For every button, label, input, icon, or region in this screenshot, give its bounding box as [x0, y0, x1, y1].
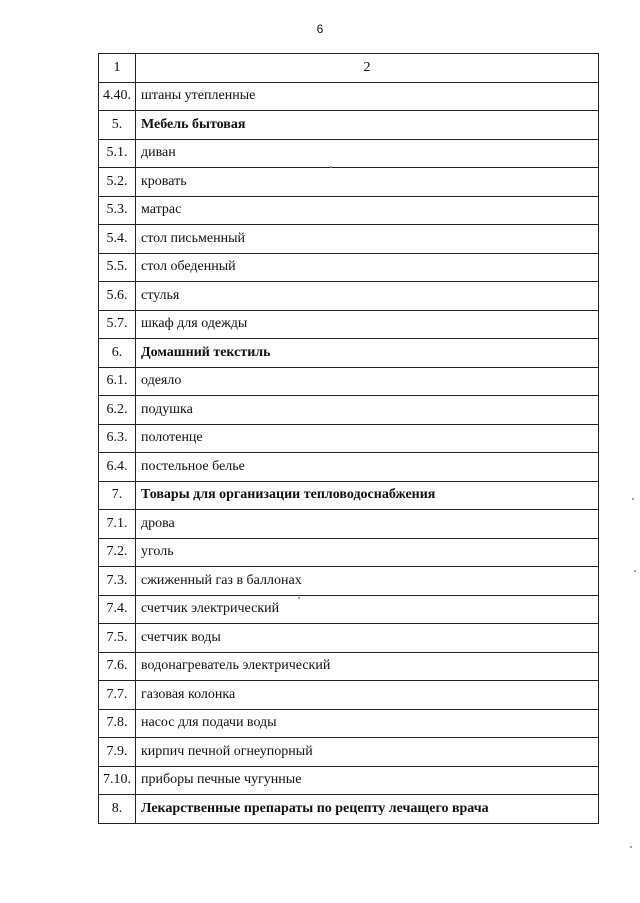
row-number-cell: 7.6.: [99, 652, 136, 681]
item-name-cell: кровать: [136, 168, 599, 197]
table-row: [99, 624, 599, 653]
row-number-cell: 8.: [99, 795, 136, 824]
table-section-row: [99, 111, 599, 140]
table-header-row: [99, 54, 599, 83]
row-number-cell: 7.: [99, 481, 136, 510]
row-number-cell: 5.7.: [99, 310, 136, 339]
table-row: [99, 538, 599, 567]
table-row: [99, 367, 599, 396]
table-row: [99, 681, 599, 710]
scan-speck: [630, 846, 632, 848]
header-cell-number: 1: [99, 54, 136, 83]
table-section-row: [99, 339, 599, 368]
item-name-cell: шкаф для одежды: [136, 310, 599, 339]
section-title-cell: Мебель бытовая: [136, 111, 599, 140]
header-cell-name: 2: [136, 54, 599, 83]
table-row: [99, 510, 599, 539]
table-row: [99, 595, 599, 624]
section-title-cell: Домашний текстиль: [136, 339, 599, 368]
item-name-cell: стол письменный: [136, 225, 599, 254]
items-table-body: [99, 54, 599, 824]
row-number-cell: 4.40.: [99, 82, 136, 111]
scan-speck: [634, 570, 636, 572]
scan-speck: [298, 597, 300, 599]
row-number-cell: 7.2.: [99, 538, 136, 567]
table-row: [99, 424, 599, 453]
table-row: [99, 567, 599, 596]
page-number: 6: [316, 22, 324, 36]
row-number-cell: 5.: [99, 111, 136, 140]
row-number-cell: 5.3.: [99, 196, 136, 225]
items-table: [98, 53, 599, 824]
row-number-cell: 5.5.: [99, 253, 136, 282]
item-name-cell: стол обеденный: [136, 253, 599, 282]
item-name-cell: одеяло: [136, 367, 599, 396]
row-number-cell: 7.9.: [99, 738, 136, 767]
row-number-cell: 5.4.: [99, 225, 136, 254]
item-name-cell: подушка: [136, 396, 599, 425]
table-row: [99, 396, 599, 425]
row-number-cell: 6.2.: [99, 396, 136, 425]
table-row: [99, 168, 599, 197]
item-name-cell: счетчик воды: [136, 624, 599, 653]
item-name-cell: кирпич печной огнеупорный: [136, 738, 599, 767]
section-title-cell: Товары для организации тепловодоснабжения: [136, 481, 599, 510]
item-name-cell: стулья: [136, 282, 599, 311]
item-name-cell: постельное белье: [136, 453, 599, 482]
item-name-cell: насос для подачи воды: [136, 709, 599, 738]
table-row: [99, 652, 599, 681]
table-row: [99, 738, 599, 767]
table-row: [99, 253, 599, 282]
table-row: [99, 709, 599, 738]
table-row: [99, 139, 599, 168]
item-name-cell: сжиженный газ в баллонах: [136, 567, 599, 596]
row-number-cell: 7.10.: [99, 766, 136, 795]
item-name-cell: уголь: [136, 538, 599, 567]
row-number-cell: 5.1.: [99, 139, 136, 168]
table-section-row: [99, 795, 599, 824]
item-name-cell: приборы печные чугунные: [136, 766, 599, 795]
item-name-cell: штаны утепленные: [136, 82, 599, 111]
row-number-cell: 6.: [99, 339, 136, 368]
table-row: [99, 82, 599, 111]
row-number-cell: 6.4.: [99, 453, 136, 482]
row-number-cell: 7.7.: [99, 681, 136, 710]
scan-speck: [632, 498, 634, 500]
item-name-cell: полотенце: [136, 424, 599, 453]
row-number-cell: 7.3.: [99, 567, 136, 596]
row-number-cell: 7.4.: [99, 595, 136, 624]
table-row: [99, 453, 599, 482]
row-number-cell: 6.3.: [99, 424, 136, 453]
table-section-row: [99, 481, 599, 510]
row-number-cell: 5.6.: [99, 282, 136, 311]
table-row: [99, 225, 599, 254]
item-name-cell: диван: [136, 139, 599, 168]
item-name-cell: матрас: [136, 196, 599, 225]
row-number-cell: 7.8.: [99, 709, 136, 738]
table-row: [99, 310, 599, 339]
section-title-cell: Лекарственные препараты по рецепту лечащего врача: [136, 795, 599, 824]
scan-speck: [330, 166, 332, 168]
row-number-cell: 7.1.: [99, 510, 136, 539]
item-name-cell: счетчик электрический: [136, 595, 599, 624]
row-number-cell: 7.5.: [99, 624, 136, 653]
table-row: [99, 196, 599, 225]
row-number-cell: 5.2.: [99, 168, 136, 197]
item-name-cell: газовая колонка: [136, 681, 599, 710]
table-row: [99, 282, 599, 311]
row-number-cell: 6.1.: [99, 367, 136, 396]
table-row: [99, 766, 599, 795]
item-name-cell: водонагреватель электрический: [136, 652, 599, 681]
item-name-cell: дрова: [136, 510, 599, 539]
